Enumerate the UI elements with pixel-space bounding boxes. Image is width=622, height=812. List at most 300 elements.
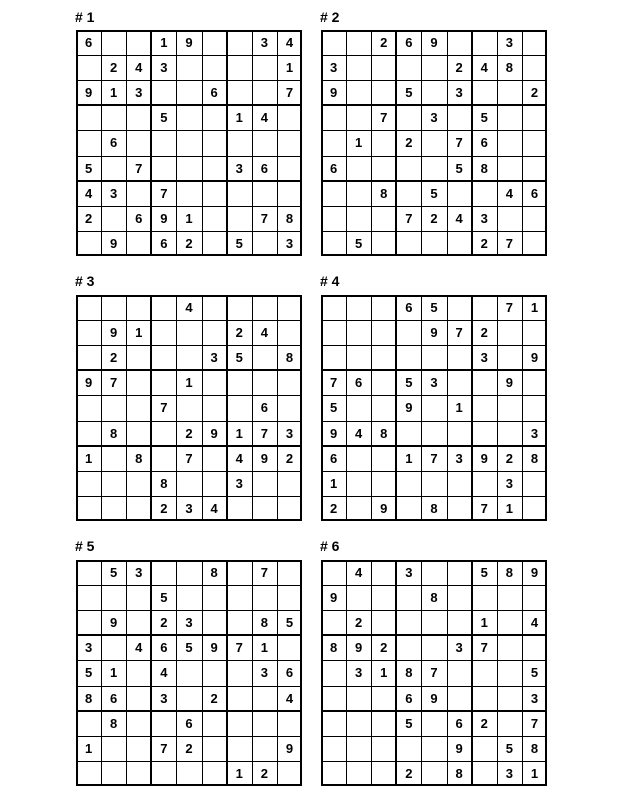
empty-cell <box>396 610 421 635</box>
given-digit-cell: 7 <box>285 85 294 101</box>
empty-cell <box>176 585 201 610</box>
given-digit-cell: 1 <box>380 665 388 681</box>
given-digit-cell: 5 <box>285 615 294 631</box>
empty-cell <box>447 181 472 206</box>
empty-cell <box>371 295 396 320</box>
empty-cell <box>227 496 252 521</box>
given-digit-cell: 9 <box>355 640 363 656</box>
given-digit-cell: 8 <box>405 665 413 681</box>
empty-cell <box>497 395 522 420</box>
empty-cell <box>522 30 547 55</box>
empty-cell <box>252 80 277 105</box>
box-border-line <box>395 295 397 521</box>
empty-cell <box>76 421 101 446</box>
given-digit-cell: 1 <box>405 450 413 466</box>
given-digit-cell: 8 <box>135 450 143 466</box>
cell-border-line <box>371 560 372 786</box>
puzzle-label: # 6 <box>320 538 340 554</box>
empty-cell <box>151 130 176 155</box>
box-border-line <box>76 30 78 256</box>
empty-cell <box>76 610 101 635</box>
cell-border-line <box>126 560 127 786</box>
empty-cell <box>227 610 252 635</box>
empty-cell <box>346 345 371 370</box>
given-digit-cell: 7 <box>185 450 193 466</box>
puzzle-label: # 4 <box>320 273 340 289</box>
given-digit-cell: 8 <box>160 475 168 491</box>
empty-cell <box>371 156 396 181</box>
given-digit-cell: 7 <box>430 450 438 466</box>
empty-cell <box>227 206 252 231</box>
given-digit-cell: 5 <box>84 160 93 176</box>
given-digit-cell: 9 <box>329 590 338 606</box>
given-digit-cell: 5 <box>235 235 243 251</box>
given-digit-cell: 3 <box>505 475 513 491</box>
empty-cell <box>126 686 151 711</box>
given-digit-cell: 2 <box>480 325 488 341</box>
given-digit-cell: 4 <box>185 300 193 316</box>
empty-cell <box>522 370 547 395</box>
sudoku-grid <box>321 560 547 786</box>
empty-cell <box>176 80 201 105</box>
given-digit-cell: 7 <box>505 300 513 316</box>
box-border-line <box>471 30 473 256</box>
box-border-line <box>471 560 473 786</box>
empty-cell <box>202 55 227 80</box>
given-digit-cell: 7 <box>160 400 168 416</box>
empty-cell <box>252 736 277 761</box>
empty-cell <box>176 395 201 420</box>
empty-cell <box>176 686 201 711</box>
empty-cell <box>522 585 547 610</box>
cell-border-line <box>321 686 547 687</box>
sudoku-grid <box>321 295 547 521</box>
empty-cell <box>447 585 472 610</box>
empty-cell <box>202 105 227 130</box>
given-digit-cell: 7 <box>480 640 488 656</box>
empty-cell <box>421 231 446 256</box>
empty-cell <box>321 660 346 685</box>
given-digit-cell: 8 <box>505 60 513 76</box>
empty-cell <box>346 736 371 761</box>
empty-cell <box>447 471 472 496</box>
given-digit-cell: 9 <box>210 640 218 656</box>
empty-cell <box>151 320 176 345</box>
given-digit-cell: 6 <box>160 640 168 656</box>
given-digit-cell: 4 <box>235 450 243 466</box>
empty-cell <box>277 711 302 736</box>
cell-border-line <box>76 156 302 157</box>
given-digit-cell: 2 <box>260 765 268 781</box>
empty-cell <box>321 761 346 786</box>
given-digit-cell: 3 <box>210 350 218 366</box>
given-digit-cell: 5 <box>455 160 463 176</box>
empty-cell <box>447 660 472 685</box>
given-digit-cell: 3 <box>405 565 413 581</box>
given-digit-cell: 7 <box>455 325 463 341</box>
given-digit-cell: 3 <box>505 35 513 51</box>
cell-border-line <box>176 560 177 786</box>
given-digit-cell: 6 <box>160 235 168 251</box>
given-digit-cell: 9 <box>110 235 118 251</box>
empty-cell <box>321 686 346 711</box>
empty-cell <box>472 660 497 685</box>
given-digit-cell: 7 <box>160 740 168 756</box>
given-digit-cell: 1 <box>285 60 294 76</box>
given-digit-cell: 6 <box>329 450 338 466</box>
empty-cell <box>421 395 446 420</box>
empty-cell <box>176 345 201 370</box>
empty-cell <box>346 30 371 55</box>
given-digit-cell: 2 <box>380 640 388 656</box>
given-digit-cell: 1 <box>185 210 193 226</box>
given-digit-cell: 7 <box>380 110 388 126</box>
empty-cell <box>227 686 252 711</box>
empty-cell <box>277 560 302 585</box>
given-digit-cell: 7 <box>329 375 338 391</box>
given-digit-cell: 8 <box>530 740 539 756</box>
cell-border-line <box>346 30 347 256</box>
box-border-line <box>321 519 547 521</box>
cell-border-line <box>371 30 372 256</box>
given-digit-cell: 2 <box>380 35 388 51</box>
given-digit-cell: 9 <box>455 740 463 756</box>
empty-cell <box>101 585 126 610</box>
box-border-line <box>76 180 302 182</box>
empty-cell <box>421 736 446 761</box>
empty-cell <box>346 80 371 105</box>
box-border-line <box>300 295 302 521</box>
box-border-line <box>545 295 547 521</box>
empty-cell <box>176 156 201 181</box>
empty-cell <box>497 105 522 130</box>
box-border-line <box>545 560 547 786</box>
given-digit-cell: 3 <box>455 640 463 656</box>
empty-cell <box>396 635 421 660</box>
cell-border-line <box>371 295 372 521</box>
given-digit-cell: 8 <box>285 210 294 226</box>
empty-cell <box>277 761 302 786</box>
empty-cell <box>176 55 201 80</box>
empty-cell <box>472 80 497 105</box>
cell-border-line <box>346 560 347 786</box>
empty-cell <box>421 345 446 370</box>
cell-border-line <box>76 686 302 687</box>
box-border-line <box>321 369 547 371</box>
empty-cell <box>396 320 421 345</box>
empty-cell <box>396 496 421 521</box>
empty-cell <box>472 761 497 786</box>
cell-border-line <box>76 585 302 586</box>
empty-cell <box>421 130 446 155</box>
given-digit-cell: 6 <box>210 85 218 101</box>
empty-cell <box>252 711 277 736</box>
empty-cell <box>321 320 346 345</box>
empty-cell <box>227 660 252 685</box>
given-digit-cell: 4 <box>285 35 294 51</box>
empty-cell <box>202 711 227 736</box>
given-digit-cell: 3 <box>260 35 268 51</box>
given-digit-cell: 8 <box>430 590 438 606</box>
empty-cell <box>371 370 396 395</box>
given-digit-cell: 7 <box>135 160 143 176</box>
box-border-line <box>76 104 302 106</box>
given-digit-cell: 3 <box>185 500 193 516</box>
cell-border-line <box>321 395 547 396</box>
empty-cell <box>151 156 176 181</box>
cell-border-line <box>277 30 278 256</box>
empty-cell <box>277 156 302 181</box>
empty-cell <box>227 736 252 761</box>
cell-border-line <box>321 156 547 157</box>
empty-cell <box>176 761 201 786</box>
empty-cell <box>371 80 396 105</box>
given-digit-cell: 4 <box>505 185 513 201</box>
empty-cell <box>346 585 371 610</box>
empty-cell <box>202 736 227 761</box>
given-digit-cell: 2 <box>84 210 93 226</box>
given-digit-cell: 4 <box>260 110 268 126</box>
given-digit-cell: 4 <box>160 665 168 681</box>
empty-cell <box>227 370 252 395</box>
empty-cell <box>126 345 151 370</box>
cell-border-line <box>76 320 302 321</box>
empty-cell <box>447 295 472 320</box>
empty-cell <box>371 446 396 471</box>
given-digit-cell: 2 <box>110 350 118 366</box>
empty-cell <box>176 560 201 585</box>
puzzle-label: # 5 <box>75 538 95 554</box>
empty-cell <box>497 686 522 711</box>
given-digit-cell: 5 <box>329 400 338 416</box>
empty-cell <box>227 181 252 206</box>
given-digit-cell: 3 <box>285 235 294 251</box>
empty-cell <box>126 105 151 130</box>
given-digit-cell: 3 <box>480 350 488 366</box>
empty-cell <box>447 560 472 585</box>
empty-cell <box>202 295 227 320</box>
given-digit-cell: 4 <box>480 60 488 76</box>
empty-cell <box>101 635 126 660</box>
empty-cell <box>321 345 346 370</box>
given-digit-cell: 6 <box>480 135 488 151</box>
box-border-line <box>76 295 302 297</box>
empty-cell <box>472 395 497 420</box>
empty-cell <box>371 471 396 496</box>
empty-cell <box>76 55 101 80</box>
box-border-line <box>226 560 228 786</box>
given-digit-cell: 9 <box>110 615 118 631</box>
box-border-line <box>150 295 152 521</box>
puzzle-label: # 3 <box>75 273 95 289</box>
empty-cell <box>202 156 227 181</box>
empty-cell <box>126 585 151 610</box>
box-border-line <box>300 560 302 786</box>
given-digit-cell: 3 <box>135 85 143 101</box>
box-border-line <box>150 560 152 786</box>
empty-cell <box>497 130 522 155</box>
given-digit-cell: 6 <box>260 400 268 416</box>
given-digit-cell: 8 <box>329 640 338 656</box>
given-digit-cell: 5 <box>430 300 438 316</box>
empty-cell <box>151 80 176 105</box>
empty-cell <box>126 370 151 395</box>
given-digit-cell: 2 <box>110 60 118 76</box>
empty-cell <box>101 446 126 471</box>
given-digit-cell: 2 <box>160 500 168 516</box>
empty-cell <box>76 295 101 320</box>
given-digit-cell: 3 <box>84 640 93 656</box>
given-digit-cell: 9 <box>160 210 168 226</box>
empty-cell <box>421 635 446 660</box>
empty-cell <box>176 130 201 155</box>
empty-cell <box>151 761 176 786</box>
empty-cell <box>421 55 446 80</box>
empty-cell <box>277 635 302 660</box>
empty-cell <box>497 585 522 610</box>
empty-cell <box>396 736 421 761</box>
given-digit-cell: 6 <box>405 300 413 316</box>
cell-border-line <box>522 295 523 521</box>
empty-cell <box>346 105 371 130</box>
empty-cell <box>176 105 201 130</box>
empty-cell <box>396 181 421 206</box>
empty-cell <box>126 231 151 256</box>
empty-cell <box>522 105 547 130</box>
sudoku-grid <box>76 30 302 256</box>
cell-border-line <box>202 295 203 521</box>
empty-cell <box>421 711 446 736</box>
given-digit-cell: 4 <box>135 640 143 656</box>
given-digit-cell: 7 <box>480 500 488 516</box>
box-border-line <box>76 445 302 447</box>
given-digit-cell: 9 <box>480 450 488 466</box>
box-border-line <box>76 560 78 786</box>
given-digit-cell: 9 <box>84 85 93 101</box>
given-digit-cell: 6 <box>405 35 413 51</box>
given-digit-cell: 2 <box>530 85 539 101</box>
empty-cell <box>202 206 227 231</box>
empty-cell <box>371 206 396 231</box>
cell-border-line <box>76 231 302 232</box>
given-digit-cell: 2 <box>405 135 413 151</box>
given-digit-cell: 5 <box>405 85 413 101</box>
empty-cell <box>522 156 547 181</box>
empty-cell <box>321 105 346 130</box>
empty-cell <box>321 130 346 155</box>
empty-cell <box>522 206 547 231</box>
given-digit-cell: 3 <box>160 60 168 76</box>
given-digit-cell: 4 <box>355 425 363 441</box>
cell-border-line <box>321 231 547 232</box>
cell-border-line <box>522 30 523 256</box>
empty-cell <box>421 80 446 105</box>
given-digit-cell: 1 <box>84 450 93 466</box>
box-border-line <box>76 30 302 32</box>
given-digit-cell: 6 <box>285 665 294 681</box>
box-border-line <box>321 784 547 786</box>
empty-cell <box>371 736 396 761</box>
empty-cell <box>522 130 547 155</box>
cell-border-line <box>76 395 302 396</box>
empty-cell <box>202 370 227 395</box>
empty-cell <box>396 585 421 610</box>
box-border-line <box>76 519 302 521</box>
given-digit-cell: 1 <box>84 740 93 756</box>
given-digit-cell: 6 <box>530 185 539 201</box>
cell-border-line <box>277 560 278 786</box>
box-border-line <box>395 560 397 786</box>
empty-cell <box>472 585 497 610</box>
given-digit-cell: 7 <box>260 210 268 226</box>
cell-border-line <box>497 295 498 521</box>
box-border-line <box>321 30 547 32</box>
box-border-line <box>226 295 228 521</box>
given-digit-cell: 5 <box>355 235 363 251</box>
box-border-line <box>321 560 323 786</box>
empty-cell <box>421 610 446 635</box>
given-digit-cell: 3 <box>355 665 363 681</box>
given-digit-cell: 1 <box>110 85 118 101</box>
given-digit-cell: 5 <box>530 665 539 681</box>
empty-cell <box>321 295 346 320</box>
cell-border-line <box>126 295 127 521</box>
given-digit-cell: 9 <box>185 35 193 51</box>
empty-cell <box>421 421 446 446</box>
box-border-line <box>545 30 547 256</box>
given-digit-cell: 2 <box>185 235 193 251</box>
empty-cell <box>126 496 151 521</box>
empty-cell <box>447 370 472 395</box>
cell-border-line <box>321 496 547 497</box>
empty-cell <box>277 471 302 496</box>
given-digit-cell: 5 <box>405 375 413 391</box>
given-digit-cell: 9 <box>110 325 118 341</box>
empty-cell <box>472 370 497 395</box>
empty-cell <box>321 206 346 231</box>
empty-cell <box>76 231 101 256</box>
empty-cell <box>202 761 227 786</box>
given-digit-cell: 3 <box>329 60 338 76</box>
empty-cell <box>371 130 396 155</box>
empty-cell <box>227 585 252 610</box>
empty-cell <box>396 231 421 256</box>
given-digit-cell: 4 <box>210 500 218 516</box>
given-digit-cell: 2 <box>430 210 438 226</box>
given-digit-cell: 7 <box>260 425 268 441</box>
empty-cell <box>151 295 176 320</box>
given-digit-cell: 9 <box>210 425 218 441</box>
empty-cell <box>497 610 522 635</box>
puzzle-label: # 2 <box>320 9 340 25</box>
empty-cell <box>76 496 101 521</box>
empty-cell <box>176 320 201 345</box>
empty-cell <box>101 496 126 521</box>
given-digit-cell: 1 <box>530 765 539 781</box>
given-digit-cell: 3 <box>135 565 143 581</box>
given-digit-cell: 4 <box>84 185 93 201</box>
empty-cell <box>76 395 101 420</box>
given-digit-cell: 3 <box>530 425 539 441</box>
empty-cell <box>202 320 227 345</box>
given-digit-cell: 9 <box>260 450 268 466</box>
empty-cell <box>126 421 151 446</box>
empty-cell <box>472 471 497 496</box>
empty-cell <box>346 206 371 231</box>
empty-cell <box>126 610 151 635</box>
given-digit-cell: 7 <box>430 665 438 681</box>
empty-cell <box>252 496 277 521</box>
